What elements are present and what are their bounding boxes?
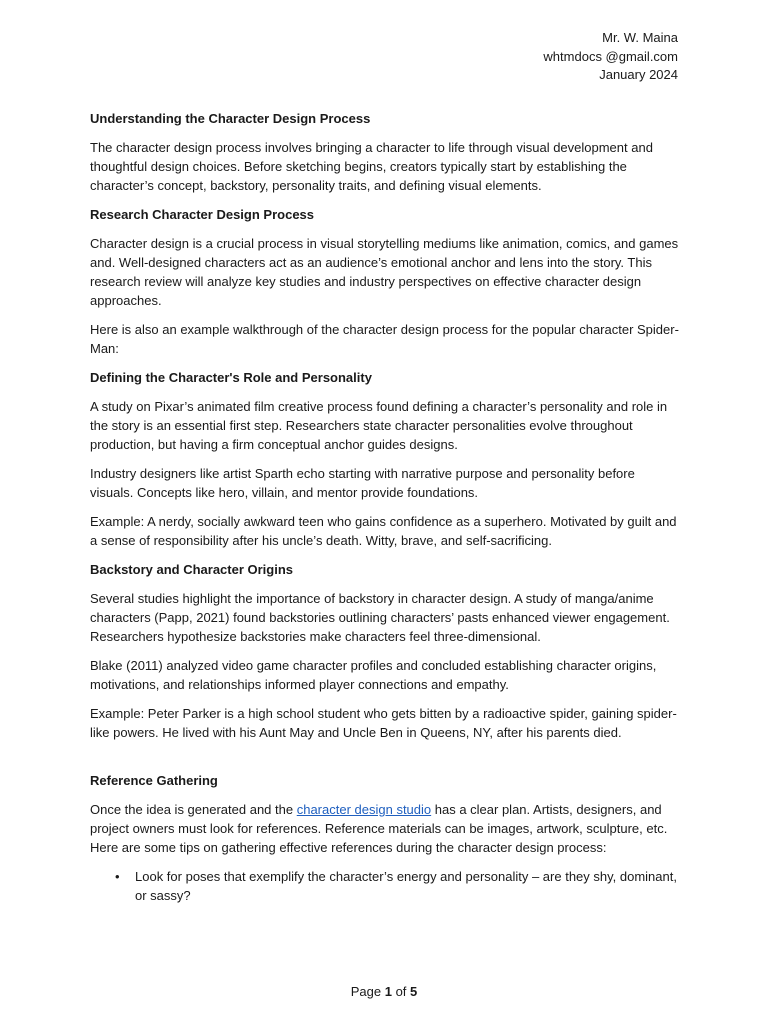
page-label: Page	[350, 984, 382, 999]
list-item-text: Look for poses that exemplify the character’s energy and personality – are they shy, dominant, or sassy?	[135, 869, 677, 903]
current-page-number: 1	[384, 984, 392, 999]
section-heading-role-personality: Defining the Character's Role and Personality	[90, 370, 372, 385]
section-heading-research: Research Character Design Process	[90, 207, 315, 222]
bullet-icon: •	[115, 869, 120, 884]
paragraph: A study on Pixar’s animated film creative process found defining a character’s personality and role in the story is an essential first step. Researchers state character personalities evolve throughout production, but having a firm conceptual anchor guides designs.	[90, 399, 668, 452]
section-heading-reference-gathering: Reference Gathering	[90, 773, 218, 788]
of-label: of	[395, 984, 407, 999]
author-email: whtmdocs @gmail.com	[543, 48, 678, 64]
paragraph: Example: Peter Parker is a high school student who gets bitten by a radioactive spider, gaining spider-like powers. He lived with his Aunt May and Uncle Ben in Queens, NY, after his parents died.	[90, 706, 677, 740]
paragraph: Here is also an example walkthrough of the character design process for the popular character Spider-Man:	[90, 322, 679, 356]
section-heading-backstory: Backstory and Character Origins	[90, 562, 294, 577]
paragraph: Character design is a crucial process in visual storytelling mediums like animation, comics, and games and. Well-designed characters act as an audience’s emotional anchor and lens into the story. This research review will analyze key studies and industry perspectives on effective character design approaches.	[90, 236, 679, 308]
paragraph: Several studies highlight the importance of backstory in character design. A study of manga/anime characters (Papp, 2021) found backstories outlining characters’ pasts enhanced viewer engagement. Researchers hypothesize backstories make characters feel three-dimensional.	[90, 591, 670, 644]
paragraph-with-link	[90, 800, 680, 857]
section-heading-understanding: Understanding the Character Design Process	[90, 111, 371, 126]
paragraph-text: Once the idea is generated and the	[90, 802, 297, 817]
paragraph: The character design process involves bringing a character to life through visual development and thoughtful design choices. Before sketching begins, creators typically start by establishing the character’s concept, backstory, personality traits, and defining visual elements.	[90, 140, 653, 193]
paragraph: Industry designers like artist Sparth echo starting with narrative purpose and personality before visuals. Concepts like hero, villain, and mentor provide foundations.	[90, 466, 635, 500]
document-header	[543, 29, 678, 85]
paragraph-text: has a clear plan. Artists, designers, and project owners must look for references. Reference materials can be images, artwork, sculpture, etc. Here are some tips on gathering effective references during the character design process:	[90, 802, 668, 855]
paragraph: Blake (2011) analyzed video game character profiles and concluded establishing character origins, motivations, and relationships informed player connections and empathy.	[90, 658, 657, 692]
page-footer	[0, 983, 768, 1001]
author-name: Mr. W. Maina	[602, 30, 678, 45]
bullet-list	[90, 867, 680, 905]
document-date: January 2024	[599, 67, 678, 82]
character-design-studio-link[interactable]: character design studio	[296, 802, 432, 817]
document-body	[90, 109, 680, 905]
paragraph: Example: A nerdy, socially awkward teen who gains confidence as a superhero. Motivated by guilt and a sense of responsibility after his uncle’s death. Witty, brave, and self-sacrificing.	[90, 514, 677, 548]
total-pages-number: 5	[410, 984, 418, 999]
list-item	[115, 867, 680, 905]
